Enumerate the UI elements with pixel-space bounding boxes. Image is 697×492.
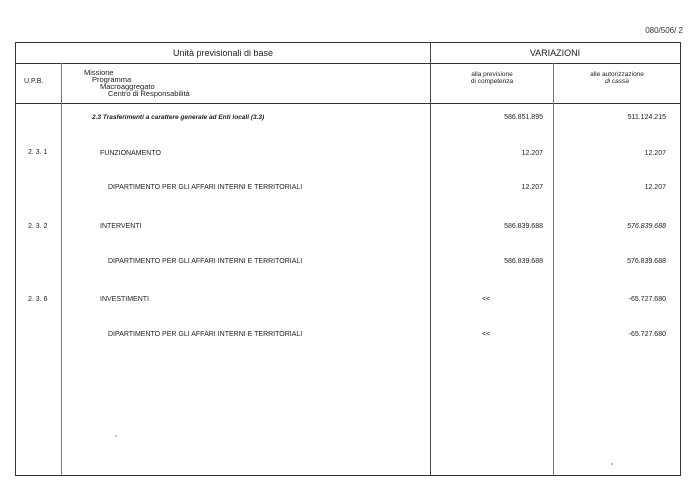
col-competenza-header-2: di competenza — [470, 78, 514, 85]
row-funzionamento-dept-competenza: 12.207 — [521, 184, 543, 191]
row-funzionamento-dept-cassa: 12.207 — [644, 184, 666, 191]
header-divider — [16, 63, 680, 64]
row-investimenti-dept-label: DIPARTIMENTO PER GLI AFFARI INTERNI E TERRITORIALI — [108, 331, 303, 338]
row-interventi-dept-label: DIPARTIMENTO PER GLI AFFARI INTERNI E TERRITORIALI — [108, 258, 303, 265]
row-funzionamento-upb: 2. 3. 1 — [28, 149, 48, 156]
row-funzionamento-competenza: 12.207 — [521, 150, 543, 157]
row-interventi-competenza: 586.839.688 — [504, 223, 543, 230]
row-investimenti-competenza: << — [482, 296, 491, 303]
header-bottom-divider — [16, 103, 680, 104]
row-investimenti-dept-cassa: -65.727.680 — [628, 331, 666, 338]
row-interventi-dept-competenza: 586.839.688 — [504, 258, 543, 265]
col-cassa-header-2: di cassa — [605, 78, 629, 85]
row-section-competenza: 586.851.895 — [504, 114, 543, 121]
row-investimenti-dept-competenza: << — [482, 331, 491, 338]
hierarchy-missione: Missione — [84, 68, 114, 77]
scan-speck — [115, 435, 117, 437]
variazioni-divider — [430, 43, 431, 475]
budget-table — [15, 42, 681, 476]
row-investimenti-upb: 2. 3. 6 — [28, 296, 48, 303]
row-interventi-dept-cassa: 576.839.688 — [627, 258, 666, 265]
row-funzionamento-label: FUNZIONAMENTO — [100, 150, 161, 157]
col-cassa-header-1: alle autorizzazione — [590, 71, 644, 78]
cassa-divider — [553, 63, 554, 475]
upb-divider — [61, 63, 62, 475]
hierarchy-macroaggregato: Macroaggregato — [100, 82, 155, 91]
hierarchy-centro: Centro di Responsabilità — [108, 89, 190, 98]
row-interventi-label: INTERVENTI — [100, 223, 142, 230]
upb-header: U.P.B. — [24, 78, 44, 85]
header-left-title: Unità previsionali di base — [172, 48, 274, 58]
scan-speck — [611, 463, 613, 465]
document-reference: 080/506/ 2 — [645, 26, 683, 35]
header-variazioni-title: VARIAZIONI — [529, 48, 581, 58]
row-interventi-upb: 2. 3. 2 — [28, 223, 48, 230]
row-investimenti-label: INVESTIMENTI — [100, 296, 150, 303]
row-section-label: 2.3 Trasferimenti a carattere generale ad Enti locali (3.3) — [92, 114, 265, 121]
row-interventi-cassa: 576.839.688 — [627, 223, 666, 230]
row-funzionamento-dept-label: DIPARTIMENTO PER GLI AFFARI INTERNI E TERRITORIALI — [108, 184, 303, 191]
row-section-cassa: 511.124.215 — [627, 114, 666, 121]
col-competenza-header-1: alla previsione — [471, 71, 513, 78]
hierarchy-programma: Programma — [92, 75, 132, 84]
row-investimenti-cassa: -65.727.680 — [628, 296, 666, 303]
row-funzionamento-cassa: 12.207 — [644, 150, 666, 157]
